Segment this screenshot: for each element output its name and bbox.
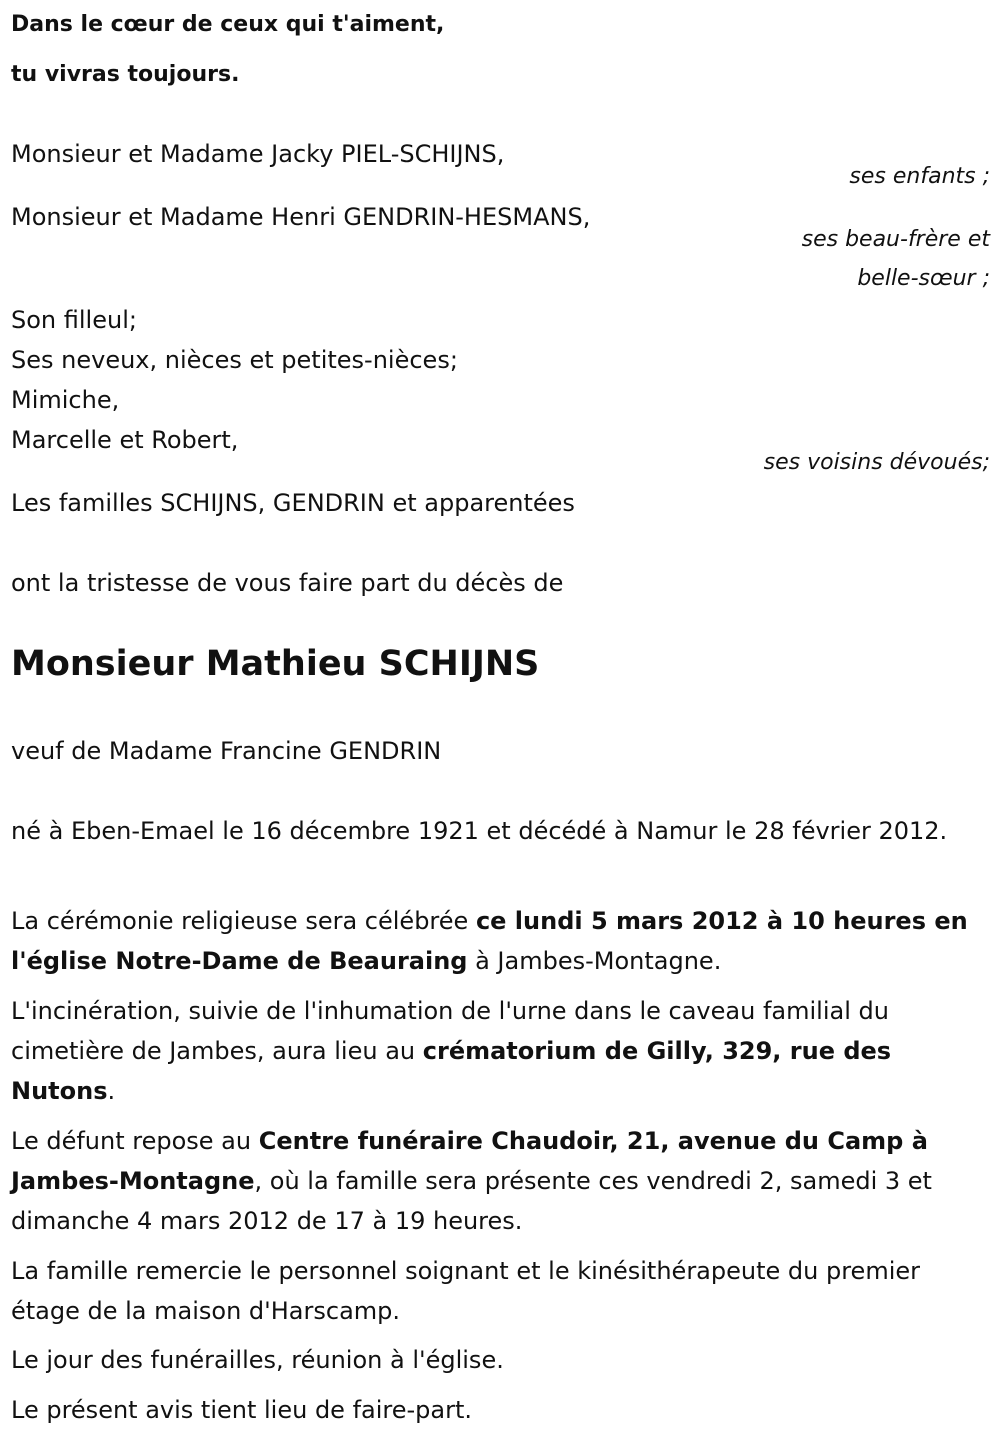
cremation-pre: L'incinération, suivie de l'inhumation de l'urne dans le caveau familial du cimetière de Jambes, aura lieu au — [11, 997, 889, 1065]
deceased-name: Monsieur Mathieu SCHIJNS — [11, 644, 540, 684]
family-familles: Les familles SCHIJNS, GENDRIN et apparentées — [11, 489, 575, 517]
epitaph-line-1: Dans le cœur de ceux qui t'aiment, — [11, 12, 445, 37]
cremation-paragraph — [11, 991, 983, 1111]
ceremony-details: ce lundi 5 mars 2012 à 10 heures en l'église Notre-Dame de Beauraing — [11, 907, 968, 975]
family-neveux: Ses neveux, nièces et petites-nièces; — [11, 346, 458, 374]
announcement-text: ont la tristesse de vous faire part du décès de — [11, 569, 564, 597]
relation-neighbours: ses voisins dévoués; — [763, 450, 990, 475]
family-piel: Monsieur et Madame Jacky PIEL-SCHIJNS, — [11, 140, 505, 168]
widower-text: veuf de Madame Francine GENDRIN — [11, 737, 442, 765]
cremation-post: . — [107, 1077, 116, 1105]
family-gendrin: Monsieur et Madame Henri GENDRIN-HESMANS, — [11, 203, 591, 231]
rest-paragraph — [11, 1121, 983, 1241]
birth-death-text: né à Eben-Emael le 16 décembre 1921 et décédé à Namur le 28 février 2012. — [11, 817, 948, 845]
rest-post: , où la famille sera présente ces vendredi 2, samedi 3 et dimanche 4 mars 2012 de 17 à 19 heures. — [11, 1167, 932, 1235]
epitaph-line-2: tu vivras toujours. — [11, 62, 240, 87]
reunion-text: Le jour des funérailles, réunion à l'église. — [11, 1346, 504, 1374]
relation-in-laws-1: ses beau-frère et — [801, 227, 990, 252]
ceremony-post: à Jambes-Montagne. — [467, 947, 722, 975]
cremation-place: crématorium de Gilly, 329, rue des Nutons — [11, 1037, 892, 1105]
ceremony-paragraph — [11, 901, 983, 981]
family-mimiche: Mimiche, — [11, 386, 120, 414]
rest-pre: Le défunt repose au — [11, 1127, 259, 1155]
notice-text: Le présent avis tient lieu de faire-part. — [11, 1396, 473, 1424]
relation-in-laws-2: belle-sœur ; — [857, 266, 990, 291]
rest-place: Centre funéraire Chaudoir, 21, avenue du Camp à Jambes-Montagne — [11, 1127, 928, 1195]
ceremony-pre: La cérémonie religieuse sera célébrée — [11, 907, 476, 935]
family-marcelle: Marcelle et Robert, — [11, 426, 239, 454]
relation-children: ses enfants ; — [849, 164, 990, 189]
family-filleul: Son filleul; — [11, 306, 137, 334]
thanks-paragraph: La famille remercie le personnel soignant et le kinésithérapeute du premier étage de la maison d'Harscamp. — [11, 1257, 920, 1325]
